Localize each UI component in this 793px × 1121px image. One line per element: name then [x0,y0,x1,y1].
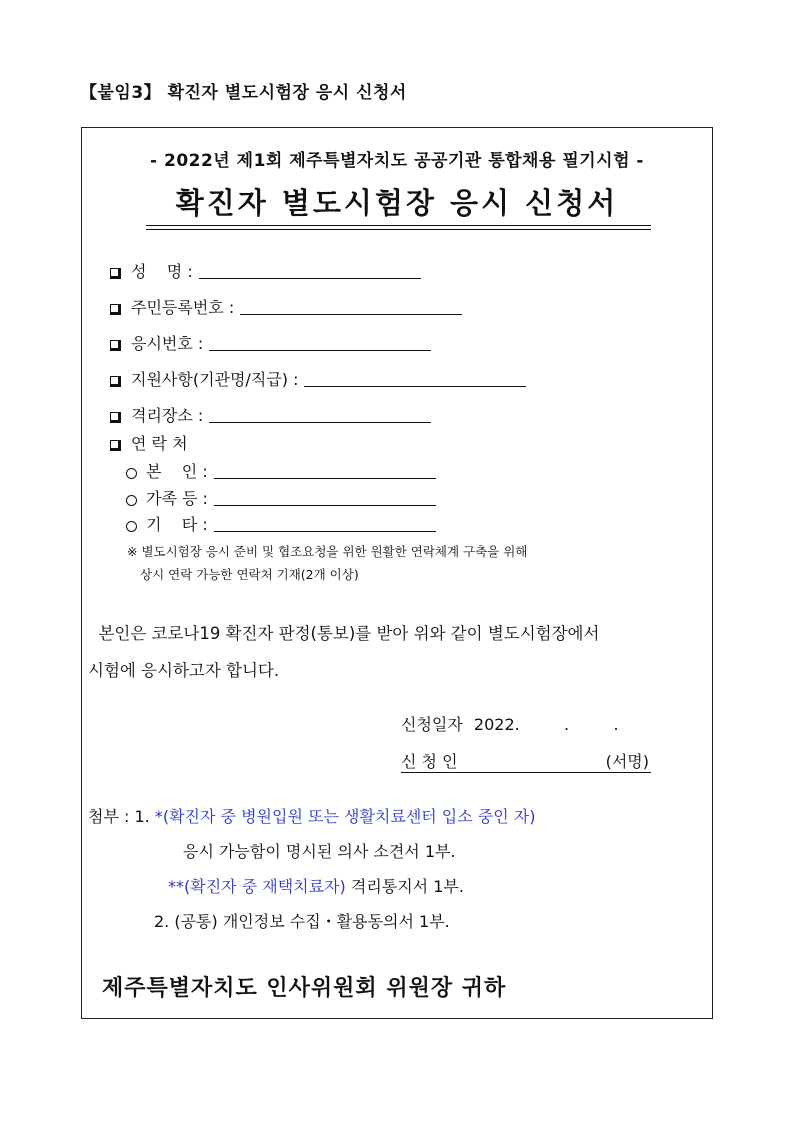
declaration-paragraph [88,615,708,689]
contact-family-label: 가족 등 : [146,489,208,508]
exam-number-label: 응시번호 : [131,334,204,353]
contact-family-field [126,486,436,509]
attachment-item-1b-doc: 격리통지서 1부. [350,877,464,896]
contact-label: 연 락 처 [131,434,188,453]
title-underline-double [146,229,651,230]
resident-number-field [110,295,462,318]
circle-bullet-icon [126,495,137,506]
applied-position-field [110,367,526,390]
attachment-item-1-doc: 응시 가능함이 명시된 의사 소견서 1부. [183,842,456,861]
declaration-line-2: 시험에 응시하고자 합니다. [88,661,280,680]
contact-heading [110,431,188,454]
contact-other-input-line[interactable] [214,531,436,532]
applied-position-input-line[interactable] [304,386,526,387]
circle-bullet-icon [126,521,137,532]
square-bullet-icon [110,376,121,387]
application-date: 신청일자 2022. . . [401,715,619,734]
signature-label: (서명) [605,752,649,771]
form-title: 확진자 별도시험장 응시 신청서 [175,186,619,220]
square-bullet-icon [110,268,121,279]
name-field [110,259,421,282]
applied-position-label: 지원사항(기관명/직급) : [131,370,299,389]
contact-other-label: 기 타 : [146,515,208,534]
square-bullet-icon [110,304,121,315]
attachment-prefix: 첨부 : 1. [88,807,150,826]
exam-number-input-line[interactable] [209,350,431,351]
note-line-1: ※ 별도시험장 응시 준비 및 협조요청을 위한 원활한 연락체계 구축을 위해 [127,544,528,559]
quarantine-place-field [110,403,431,426]
resident-number-label: 주민등록번호 : [131,298,235,317]
attachment-label: 【붙임3】 확진자 별도시험장 응시 신청서 [80,83,407,103]
contact-family-input-line[interactable] [214,505,436,506]
application-form [81,127,713,1019]
circle-bullet-icon [126,468,137,479]
contact-self-input-line[interactable] [214,478,436,479]
quarantine-place-input-line[interactable] [209,422,431,423]
quarantine-place-label: 격리장소 : [131,406,204,425]
contact-note [127,540,527,586]
name-input-line[interactable] [199,278,421,279]
exam-number-field [110,331,431,354]
name-label: 성 명 : [131,262,193,281]
contact-other-field [126,512,436,535]
square-bullet-icon [110,340,121,351]
square-bullet-icon [110,412,121,423]
resident-number-input-line[interactable] [240,314,462,315]
applicant-label: 신 청 인 [401,752,458,771]
form-subtitle: - 2022년 제1회 제주특별자치도 공공기관 통합채용 필기시험 - [150,151,644,171]
attachment-item-1-note: *(확진자 중 병원입원 또는 생활치료센터 입소 중인 자) [154,807,536,826]
note-line-2: 상시 연락 가능한 연락처 기재(2개 이상) [140,567,359,582]
contact-self-label: 본 인 : [146,462,208,481]
applicant-signature-line[interactable] [401,749,651,773]
title-underline [146,225,651,226]
attachment-item-1b [168,874,464,897]
addressee: 제주특별자치도 인사위원회 위원장 귀하 [102,976,507,1001]
attachment-item-1b-note: **(확진자 중 재택치료자) [168,877,346,896]
declaration-line-1: 본인은 코로나19 확진자 판정(통보)를 받아 위와 같이 별도시험장에서 [88,624,600,643]
contact-self-field [126,459,436,482]
attachment-item-2: 2. (공통) 개인정보 수집・활용동의서 1부. [154,912,450,931]
attachment-item-1 [88,804,536,827]
square-bullet-icon [110,440,121,451]
